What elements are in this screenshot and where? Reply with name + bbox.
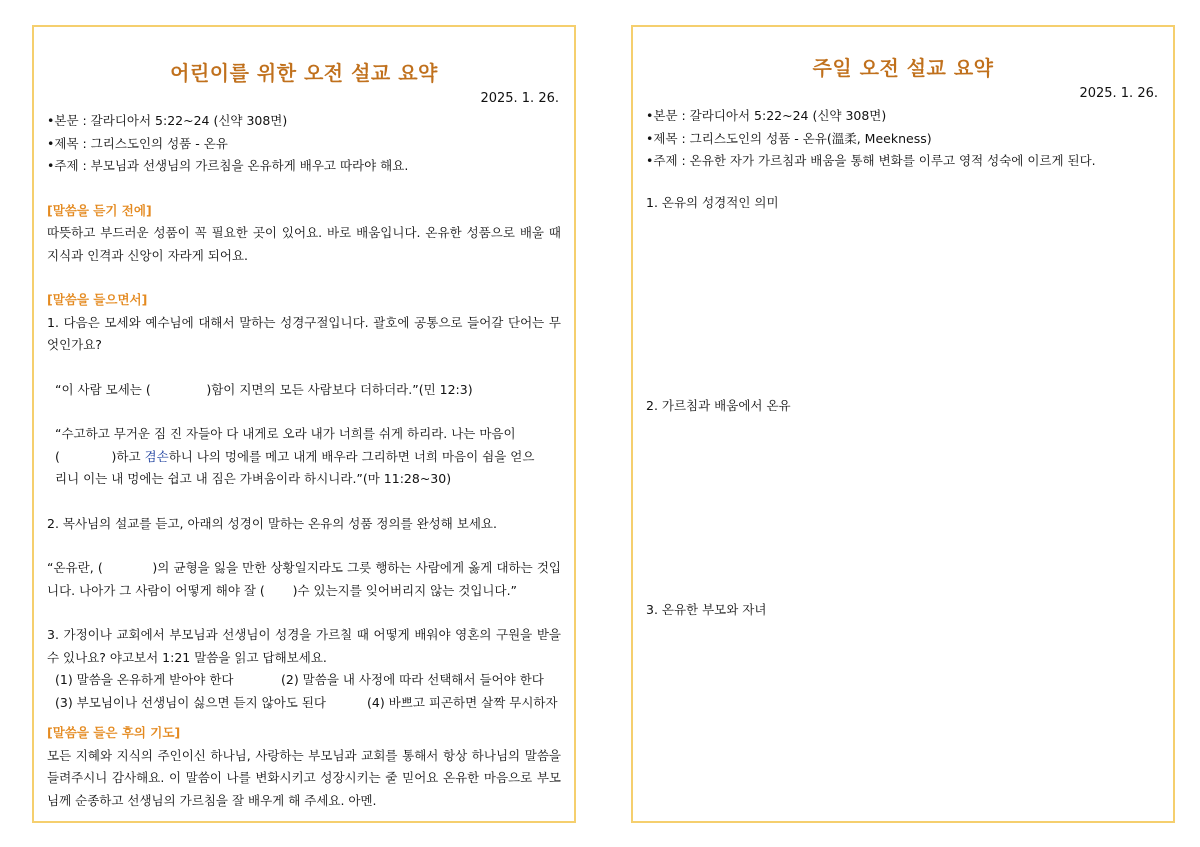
scripture-reference: •본문 : 갈라디아서 5:22~24 (신약 308면): [47, 113, 288, 128]
children-sermon-page: [32, 25, 576, 823]
options-row-2: [47, 692, 561, 715]
children-sermon-title: 어린이를 위한 오전 설교 요약: [170, 61, 438, 85]
sermon-point-1: 1. 온유의 성경적인 의미: [646, 194, 779, 210]
highlighted-word: 겸손: [144, 448, 169, 464]
verse-continuation: 하니 나의 멍에를 메고 내게 배우라 그리하면 너희 마음이 쉼을 얻으: [168, 448, 535, 464]
sermon-point-3: 3. 온유한 부모와 자녀: [646, 601, 767, 617]
question-2-definition: “온유란, ( )의 균형을 잃을 만한 상황일지라도 그릇 행하는 사람에게 옳게 대하는 것입니다. 나아가 그 사람이 어떻게 해야 잘 ( )수 있는지를 잊어버리지 않는 것입니다.”: [47, 560, 561, 598]
question-3: 3. 가정이나 교회에서 부모님과 선생님이 성경을 가르칠 때 어떻게 배워야 영혼의 구원을 받을 수 있나요? 야고보서 1:21 말씀을 읽고 답해보세요.: [47, 627, 561, 665]
children-sermon-date: 2025. 1. 26.: [480, 91, 559, 106]
section-during-heading: [말씀을 들으면서]: [47, 292, 148, 307]
section-before-text: 따뜻하고 부드러운 성품이 꼭 필요한 곳이 있어요. 바로 배움입니다. 온유한 성품으로 배울 때 지식과 인격과 신앙이 자라게 되어요.: [47, 225, 561, 263]
question-2: 2. 목사님의 설교를 듣고, 아래의 성경이 말하는 온유의 성품 정의를 완성해 보세요.: [47, 515, 497, 531]
sermon-subject: •제목 : 그리스도인의 성품 - 온유(溫柔, Meekness): [646, 130, 932, 146]
sermon-theme: •주제 : 부모님과 선생님의 가르침을 온유하게 배우고 따라야 해요.: [47, 158, 409, 173]
option-4: (4) 바쁘고 피곤하면 살짝 무시하자: [367, 694, 558, 710]
question-1: 1. 다음은 모세와 예수님에 대해서 말하는 성경구절입니다. 괄호에 공통으로 들어갈 단어는 무엇인가요?: [47, 314, 561, 352]
options-row-1: [47, 669, 561, 692]
sermon-subject: •제목 : 그리스도인의 성품 - 온유: [47, 135, 228, 151]
option-2: (2) 말씀을 내 사정에 따라 선택해서 들어야 한다: [281, 672, 544, 687]
question-1-verse-1: “이 사람 모세는 ( )함이 지면의 모든 사람보다 더하더라.”(민 12:3): [55, 381, 473, 397]
option-3: (3) 부모님이나 선생님이 싫으면 듣지 않아도 된다: [55, 694, 326, 710]
question-1-verse-2-line-2: [47, 446, 561, 469]
verse-blank: ( )하고: [55, 448, 145, 464]
question-1-verse-2-line-1: “수고하고 무거운 짐 진 자들아 다 내게로 오라 내가 너희를 쉬게 하리라. 나는 마음이: [55, 426, 516, 441]
sunday-sermon-title: 주일 오전 설교 요약: [812, 56, 994, 80]
sunday-sermon-date: 2025. 1. 26.: [1079, 86, 1158, 101]
sermon-theme: •주제 : 온유한 자가 가르침과 배움을 통해 변화를 이루고 영적 성숙에 이르게 된다.: [646, 153, 1096, 168]
closing-prayer: 모든 지혜와 지식의 주인이신 하나님, 사랑하는 부모님과 교회를 통해서 항상 하나님의 말씀을 들려주시니 감사해요. 이 말씀이 나를 변화시키고 성장시키는 줄 믿어요 온유한 마음으로 부모님께 순종하고 선생님의 가르침을 잘 배우게 해 주세요. 아멘.: [47, 747, 561, 808]
section-before-heading: [말씀을 듣기 전에]: [47, 202, 152, 218]
section-after-heading: [말씀을 들은 후의 기도]: [47, 725, 181, 740]
scripture-reference: •본문 : 갈라디아서 5:22~24 (신약 308면): [646, 108, 887, 123]
question-1-verse-2-line-3: 리니 이는 내 멍에는 쉽고 내 짐은 가벼움이라 하시니라.”(마 11:28~30): [55, 471, 452, 486]
sermon-point-2: 2. 가르침과 배움에서 온유: [646, 398, 791, 413]
option-1: (1) 말씀을 온유하게 받아야 한다: [55, 672, 234, 687]
sunday-sermon-page: [631, 25, 1175, 823]
